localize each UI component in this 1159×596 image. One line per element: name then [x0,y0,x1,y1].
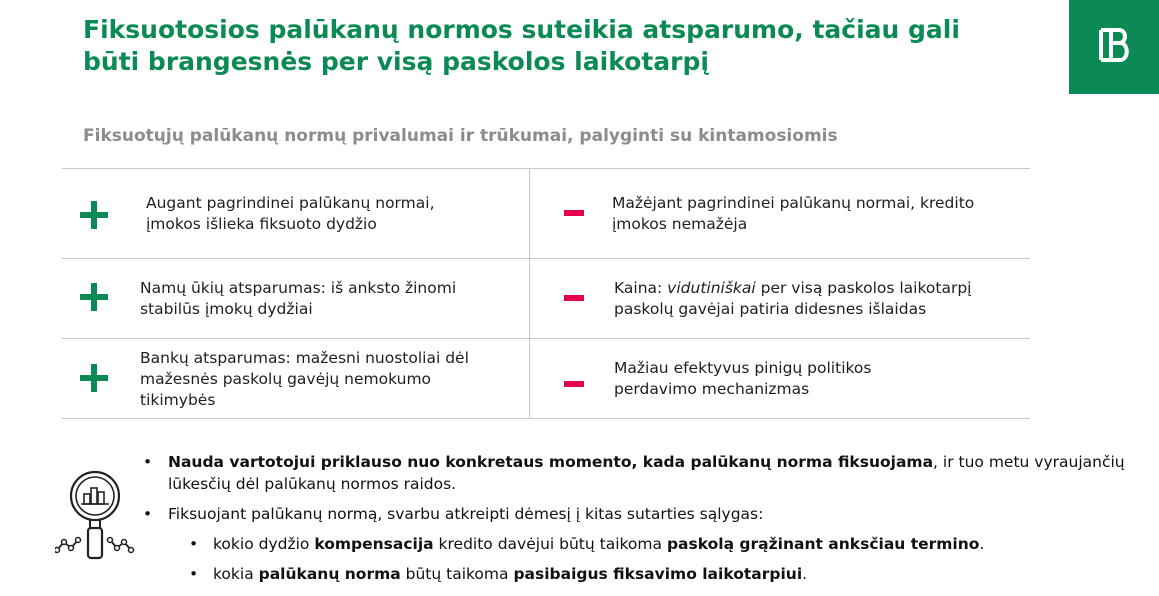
sub-bullet-item: • kokio dydžio kompensacija kredito davėjui būtų taikoma paskolą grąžinant anksčiau termino. [143,533,1143,555]
minus-icon [564,295,584,301]
table-divider-top [62,168,1030,169]
pro-cell [140,260,520,338]
magnifier-chart-icon [55,468,135,563]
pro-text: Namų ūkių atsparumas: iš anksto žinomi stabilūs įmokų dydžiai [140,279,457,318]
plus-icon [80,283,108,311]
con-cell [614,340,1024,418]
title-line-2: būti brangesnės per visą paskolos laikotarpį [83,47,709,76]
table-subtitle: Fiksuotųjų palūkanų normų privalumai ir trūkumai, palyginti su kintamosiomis [83,126,838,146]
notes-list [143,451,1143,585]
bullet-item: • Nauda vartotojui priklauso nuo konkretaus momento, kada palūkanų norma fiksuojama, ir tuo metu vyraujančių lūkesčių dėl palūkanų normos raidos. [143,451,1143,495]
sub-bullet-item: • kokia palūkanų norma būtų taikoma pasibaigus fiksavimo laikotarpiui. [143,563,1143,585]
pro-cell [140,340,520,418]
bullet-item: • Fiksuojant palūkanų normą, svarbu atkreipti dėmesį į kitas sutarties sąlygas: [143,503,1143,525]
table-divider [62,338,1030,339]
minus-icon [564,210,584,216]
bank-logo [1069,0,1159,94]
con-cell [614,260,1024,338]
title-line-1: Fiksuotosios palūkanų normos suteikia atsparumo, tačiau gali [83,15,960,44]
page-title [83,14,1043,78]
con-text: Mažiau efektyvus pinigų politikos perdavimo mechanizmas [614,359,872,398]
pro-text: Bankų atsparumas: mažesni nuostoliai dėl mažesnės paskolų gavėjų nemokumo tikimybės [140,348,469,409]
pro-text: Augant pagrindinei palūkanų normai, įmokos išlieka fiksuoto dydžio [146,194,435,233]
minus-icon [564,381,584,387]
plus-icon [80,364,108,392]
table-divider-bottom [62,418,1030,419]
con-text: Mažėjant pagrindinei palūkanų normai, kredito įmokos nemažėja [612,194,975,233]
plus-icon [80,201,108,229]
table-column-divider [529,169,530,419]
con-text: Kaina: vidutiniškai per visą paskolos laikotarpį paskolų gavėjai patiria didesnes išlaidas [614,279,972,318]
pro-cell [146,170,516,258]
bank-logo-icon [1097,26,1131,64]
con-cell [612,170,1022,258]
con-text-italic: vidutiniškai [667,279,756,297]
table-divider [62,258,1030,259]
